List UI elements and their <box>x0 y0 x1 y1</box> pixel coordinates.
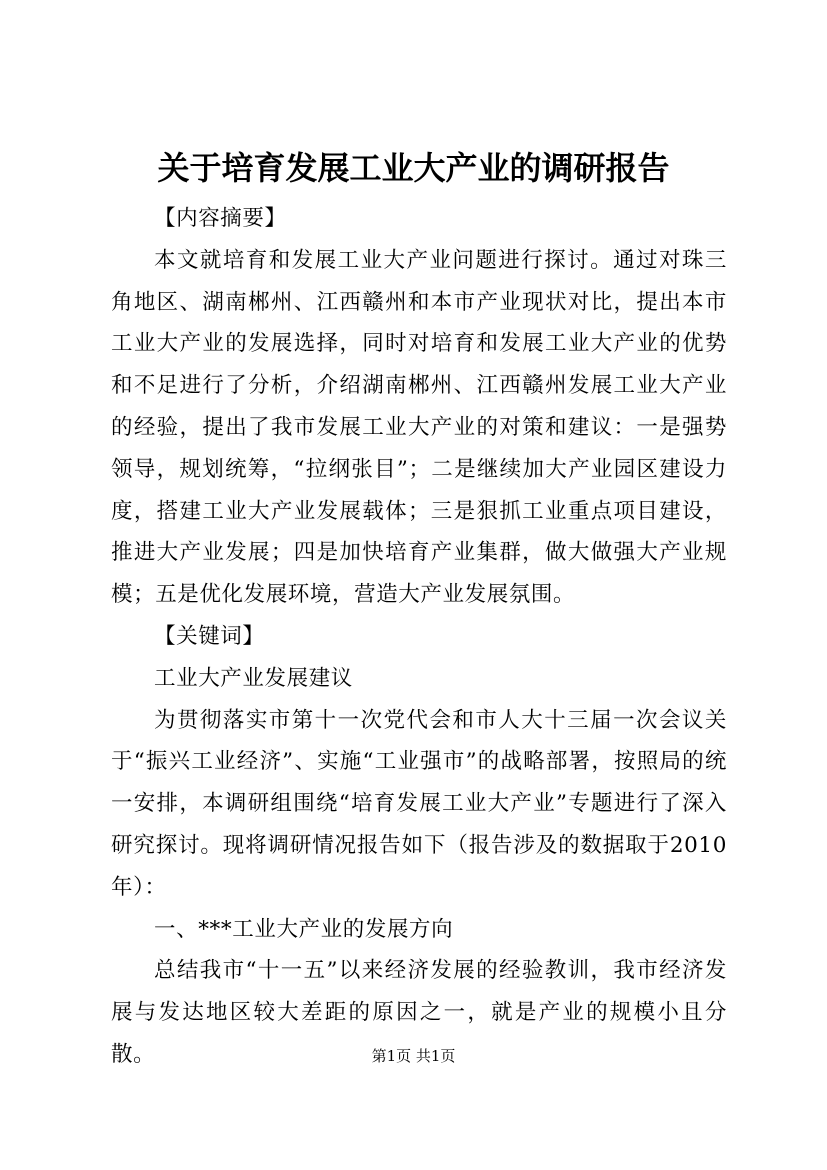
keywords-text: 工业大产业发展建议 <box>154 665 353 691</box>
abstract-paragraph: 本文就培育和发展工业大产业问题进行探讨。通过对珠三角地区、湖南郴州、江西赣州和本市产业现状对比，提出本市工业大产业的发展选择，同时对培育和发展工业大产业的优势和不足进行了分析，介绍湖南郴州、江西赣州发展工业大产业的经验，提出了我市发展工业大产业的对策和建议：一是强势领导，规划统筹，“拉纲张目”；二是继续加大产业园区建设力度，搭建工业大产业发展载体；三是狠抓工业重点项目建设，推进大产业发展；四是加快培育产业集群，做大做强大产业规模；五是优化发展环境，营造大产业发展氛围。 <box>111 247 727 608</box>
section-heading: 一、***工业大产业的发展方向 <box>154 916 454 942</box>
abstract-heading: 【内容摘要】 <box>154 206 287 231</box>
keywords-heading: 【关键词】 <box>154 623 265 649</box>
intro-paragraph: 为贯彻落实市第十一次党代会和市人大十三届一次会议关于“振兴工业经济”、实施“工业强市”的战略部署，按照局的统一安排，本调研组围绕“培育发展工业大产业”专题进行了深入研究探讨。现将调研情况报告如下（报告涉及的数据取于2010年）： <box>111 707 727 900</box>
document-body <box>111 198 727 1076</box>
document-title: 关于培育发展工业大产业的调研报告 <box>157 149 670 187</box>
section-paragraph: 总结我市“十一五”以来经济发展的经验教训，我市经济发展与发达地区较大差距的原因之一，就是产业的规模小且分散。 <box>111 958 727 1067</box>
page-footer: 第1页 共1页 <box>371 1047 456 1065</box>
